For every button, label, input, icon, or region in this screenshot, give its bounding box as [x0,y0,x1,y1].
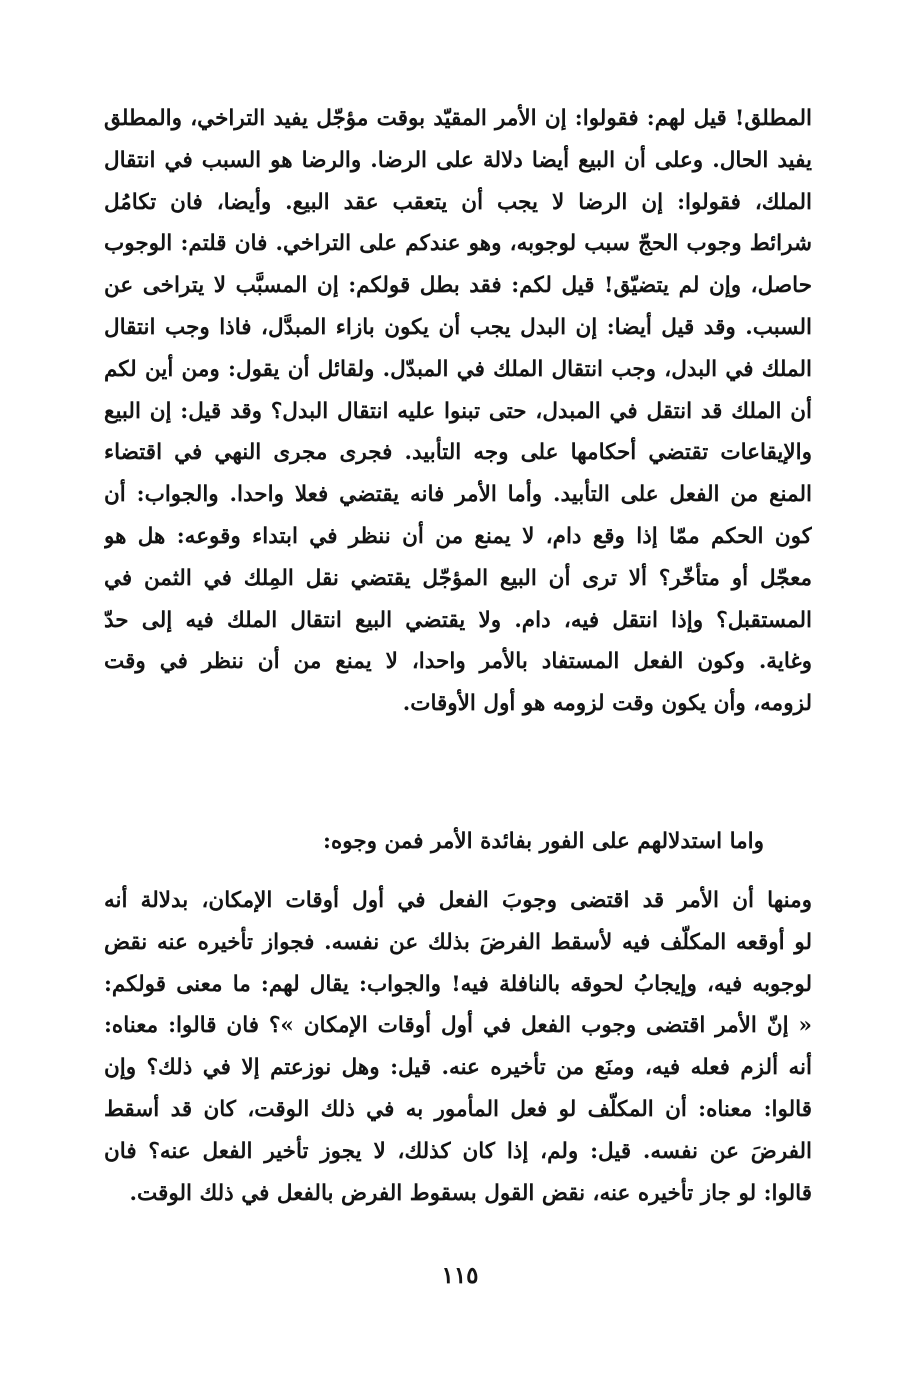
text-line: ومنها أن الأمر قد اقتضى وجوبَ الفعل في أول أوقات الإمكان، بدلالة أنه [104,888,812,913]
text-line: المستقبل؟ وإذا انتقل فيه، دام. ولا يقتضي البيع انتقال الملك فيه إلى حدّ [104,607,812,633]
text-line: أن الملك قد انتقل في المبدل، حتى تبنوا عليه انتقال البدل؟ وقد قيل: إن البيع [104,398,812,424]
text-line: السبب. وقد قيل أيضا: إن البدل يجب أن يكون بازاء المبدَّل، فاذا وجب انتقال [104,314,812,340]
text-line: لو أوقعه المكلّف فيه لأسقط الفرضَ بذلك عن نفسه. فجواز تأخيره عنه نقض [104,929,812,955]
text-line: « إنّ الأمر اقتضى وجوب الفعل في أول أوقات الإمكان »؟ فان قالوا: معناه: [104,1013,812,1039]
text-line: قالوا: معناه: أن المكلّف لو فعل المأمور به في ذلك الوقت، كان قد أسقط [104,1096,812,1122]
text-line: لوجوبه فيه، وإيجابُ لحوقه بالنافلة فيه! والجواب: يقال لهم: ما معنى قولكم: [104,971,812,997]
text-line: المنع من الفعل على التأبيد. وأما الأمر فانه يقتضي فعلا واحدا. والجواب: أن [104,482,812,508]
text-line: معجّل أو متأخّر؟ ألا ترى أن البيع المؤجّل يقتضي نقل المِلك في الثمن في [104,565,812,591]
paragraph-1 [104,98,812,725]
text-line: حاصل، وإن لم يتضيّق! قيل لكم: فقد بطل قولكم: إن المسبَّب لا يتراخى عن [104,273,812,299]
text-line: قالوا: لو جاز تأخيره عنه، نقض القول بسقوط الفرض بالفعل في ذلك الوقت. [129,1180,812,1206]
text-line: الملك، فقولوا: إن الرضا لا يجب أن يتعقب عقد البيع. وأيضا، فان تكامُل [104,189,812,215]
text-line: يفيد الحال. وعلى أن البيع أيضا دلالة على الرضا. والرضا هو السبب في انتقال [104,147,812,173]
section-heading-text: واما استدلالهم على الفور بفائدة الأمر فمن وجوه: [323,829,764,854]
text-line: الملك في البدل، وجب انتقال الملك في المبدّل. ولقائل أن يقول: ومن أين لكم [104,356,812,382]
text-line: الفرضَ عن نفسه. قيل: ولم، إذا كان كذلك، لا يجوز تأخير الفعل عنه؟ فان [104,1138,812,1164]
paragraph-2 [104,880,812,1214]
text-line: أنه ألزم فعله فيه، ومنَع من تأخيره عنه. قيل: وهل نوزعتم إلا في ذلك؟ وإن [104,1055,812,1081]
section-heading [104,822,812,862]
text-line: كون الحكم ممّا إذا وقع دام، لا يمنع من أن ننظر في ابتداء وقوعه: هل هو [104,523,812,549]
page-number: ١١٥ [441,1262,479,1289]
text-line: لزومه، وأن يكون وقت لزومه هو أول الأوقات. [402,691,812,717]
text-line: وغاية. وكون الفعل المستفاد بالأمر واحدا، لا يمنع من أن ننظر في وقت [104,649,812,675]
text-line: شرائط وجوب الحجّ سبب لوجوبه، وهو عندكم على التراخي. فان قلتم: الوجوب [104,231,812,257]
text-line: المطلق! قيل لهم: فقولوا: إن الأمر المقيّد بوقت مؤجّل يفيد التراخي، والمطلق [104,106,812,131]
text-line: والإيقاعات تقتضي أحكامها على وجه التأبيد. فجرى مجرى النهي في اقتضاء [104,440,812,466]
